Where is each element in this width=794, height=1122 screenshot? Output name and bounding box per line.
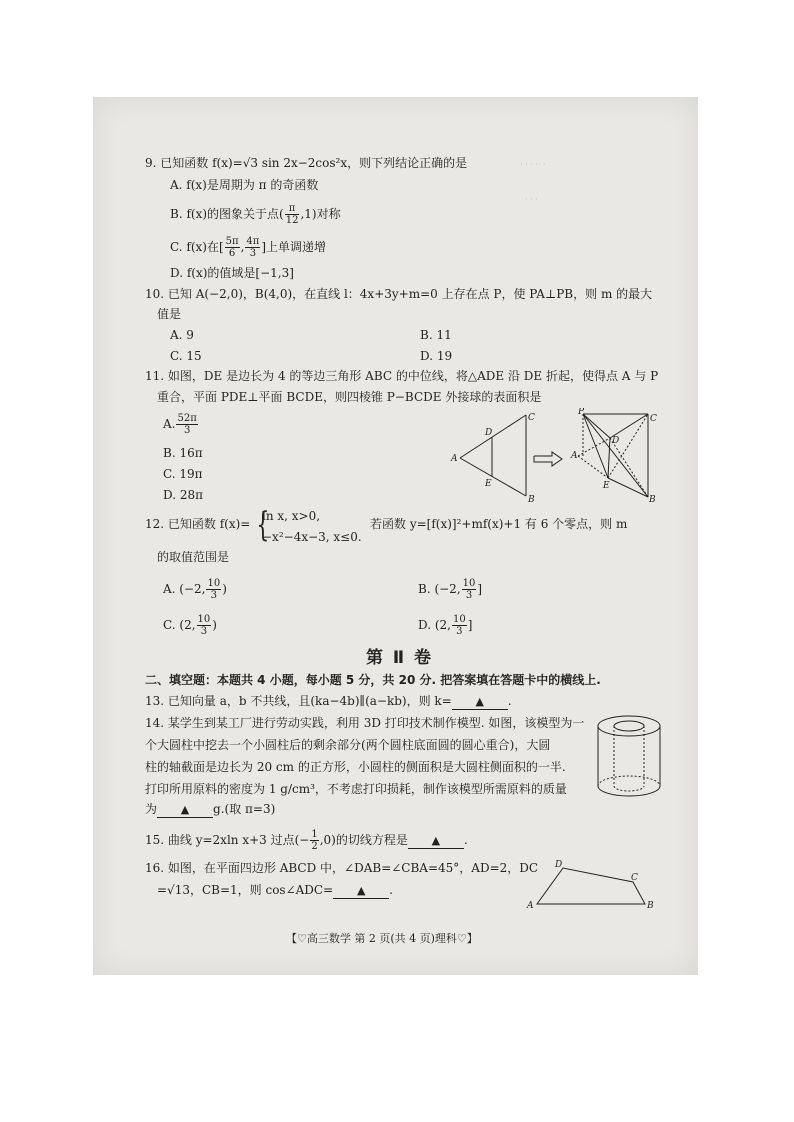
q12-option-d — [418, 614, 472, 637]
q16-line-1: 16. 如图，在平面四边形 ABCD 中，∠DAB=∠CBA=45°，AD=2，DC — [145, 861, 539, 875]
q11-option-a — [163, 413, 199, 436]
q13 — [145, 693, 512, 710]
q10-option-a: A. 9 — [170, 328, 194, 342]
fraction: $\frac{5\pi}{6}$ — [225, 236, 239, 259]
q9-stem: 9. 已知函数 f(x)=√3 sin 2x−2cos²x，则下列结论正确的是 — [145, 156, 468, 170]
q9-option-c: C. f(x)在[ $\frac{5\pi}{6}$ , $\frac{4\pi}{3}$ ]上单调递增 — [170, 236, 327, 259]
piecewise-brace: { — [256, 505, 270, 545]
bleed-through-mark: · · · ·· · — [520, 160, 546, 169]
fraction: $\frac{10}{3}$ — [462, 578, 476, 601]
q11-option-c: C. 19π — [163, 467, 203, 481]
q10-option-b: B. 11 — [420, 328, 452, 342]
option-text: A. (−2, — [163, 582, 206, 596]
fraction: $\frac{52\pi}{3}$ — [177, 413, 197, 436]
q12-case-2: −x²−4x−3, x≤0. — [262, 530, 362, 544]
flat-triangle — [460, 415, 526, 496]
fraction: $\frac{10}{3}$ — [207, 578, 221, 601]
label-e2: E — [603, 481, 610, 491]
q11-folding-figure — [448, 408, 663, 503]
label-c: C — [631, 873, 638, 883]
q12-option-b — [418, 578, 482, 601]
q12-option-a — [163, 578, 227, 601]
question-text: . — [507, 694, 512, 708]
q11-stem: 11. 如图，DE 是边长为 4 的等边三角形 ABC 的中位线，将△ADE 沿 DE 折起，使得点 A 与 P — [145, 369, 659, 383]
answer-blank: ▲ — [452, 695, 508, 710]
answer-blank: ▲ — [333, 884, 389, 899]
fold-arrow-icon — [534, 452, 562, 466]
label-b: B — [528, 495, 535, 503]
q14-cylinder-figure — [594, 712, 664, 802]
option-text: ) — [222, 582, 227, 596]
q12-stem-cont: 的取值范围是 — [157, 550, 230, 564]
fraction: $\frac{\pi}{12}$ — [285, 203, 299, 226]
section-title: 第 Ⅱ 卷 — [366, 648, 434, 668]
q9-option-b — [170, 203, 341, 226]
option-text: B. (−2, — [418, 582, 461, 596]
fraction: $\frac{10}{3}$ — [452, 614, 466, 637]
option-text: ]上单调递增 — [261, 240, 327, 254]
answer-blank: ▲ — [408, 834, 464, 849]
q16-quadrilateral-figure — [525, 858, 660, 913]
question-text: ,0)的切线方程是 — [319, 833, 408, 847]
folded-pyramid — [578, 414, 648, 497]
q12-stem-pre: 12. 已知函数 f(x)= — [145, 517, 251, 531]
option-text: D. (2, — [418, 618, 451, 632]
q14-line-3: 柱的轴截面是边长为 20 cm 的正方形，小圆柱的侧面积是大圆柱侧面积的一半. — [145, 760, 566, 774]
label-a2: A — [571, 451, 578, 461]
question-text: 15. 曲线 y=2xln x+3 过点(− — [145, 833, 310, 847]
label-c2: C — [650, 414, 657, 424]
label-a: A — [451, 454, 458, 464]
q14-line-5 — [145, 801, 275, 818]
question-text: . — [389, 883, 393, 897]
q15 — [145, 829, 468, 852]
q10-option-d: D. 19 — [420, 349, 453, 363]
label-d: D — [555, 860, 563, 870]
q11-stem-cont: 重合，平面 PDE⊥平面 BCDE，则四棱锥 P−BCDE 外接球的表面积是 — [157, 390, 542, 404]
label-b2: B — [649, 495, 656, 503]
question-text: =√13，CB=1，则 cos∠ADC= — [157, 883, 334, 897]
q9-option-d: D. f(x)的值域是[−1,3] — [170, 266, 294, 280]
option-text: A. — [163, 417, 176, 431]
label-c: C — [528, 413, 535, 423]
q11-option-b: B. 16π — [163, 446, 203, 460]
question-text: g.(取 π=3) — [213, 802, 276, 816]
section-instructions: 二、填空题：本题共 4 小题，每小题 5 分，共 20 分. 把答案填在答题卡中的横线上. — [145, 673, 601, 687]
q14-line-2: 个大圆柱中挖去一个小圆柱后的剩余部分(两个圆柱底面圆的圆心重合)，大圆 — [145, 738, 551, 752]
q12-case-1: ln x, x>0, — [262, 509, 321, 523]
fraction: $\frac{1}{2}$ — [311, 829, 318, 852]
bleed-through-mark: · · · — [525, 195, 538, 204]
option-text: ] — [477, 582, 483, 596]
page-footer: 【♡高三数学 第 2 页(共 4 页)理科♡】 — [286, 932, 478, 945]
q10-stem: 10. 已知 A(−2,0)，B(4,0)，在直线 l：4x+3y+m=0 上存在点 P，使 PA⊥PB，则 m 的最大 — [145, 287, 653, 301]
answer-blank: ▲ — [157, 803, 213, 818]
option-text: C. f(x)在[ — [170, 240, 224, 254]
fraction: $\frac{10}{3}$ — [197, 614, 211, 637]
q14-line-4: 打印所用原料的密度为 1 g/cm³，不考虑打印损耗，制作该模型所需原料的质量 — [145, 782, 567, 796]
label-a: A — [527, 901, 534, 911]
q16-line-2 — [157, 882, 393, 899]
label-d2: D — [612, 436, 620, 446]
label-b: B — [647, 901, 654, 911]
question-text: 为 — [145, 802, 158, 816]
q11-option-d: D. 28π — [163, 488, 203, 502]
option-text: ] — [467, 618, 473, 632]
q14-line-1: 14. 某学生到某工厂进行劳动实践，利用 3D 打印技术制作模型. 如图，该模型为一 — [145, 716, 585, 730]
q10-stem-cont: 值是 — [157, 307, 182, 321]
question-text: . — [463, 833, 468, 847]
q9-option-a: A. f(x)是周期为 π 的奇函数 — [170, 178, 319, 192]
label-d: D — [485, 428, 493, 438]
question-text: 13. 已知向量 a，b 不共线，且(ka−4b)∥(a−kb)，则 k= — [145, 694, 452, 708]
option-text: B. f(x)的图象关于点( — [170, 207, 284, 221]
label-e: E — [485, 479, 492, 489]
q12-option-c — [163, 614, 217, 637]
label-p: P — [578, 408, 585, 417]
option-text: C. (2, — [163, 618, 196, 632]
q10-option-c: C. 15 — [170, 349, 202, 363]
fraction: $\frac{4\pi}{3}$ — [246, 236, 260, 259]
option-text: ,1)对称 — [300, 207, 341, 221]
q12-stem-post: 若函数 y=[f(x)]²+mf(x)+1 有 6 个零点，则 m — [370, 517, 628, 531]
option-text: ) — [212, 618, 217, 632]
